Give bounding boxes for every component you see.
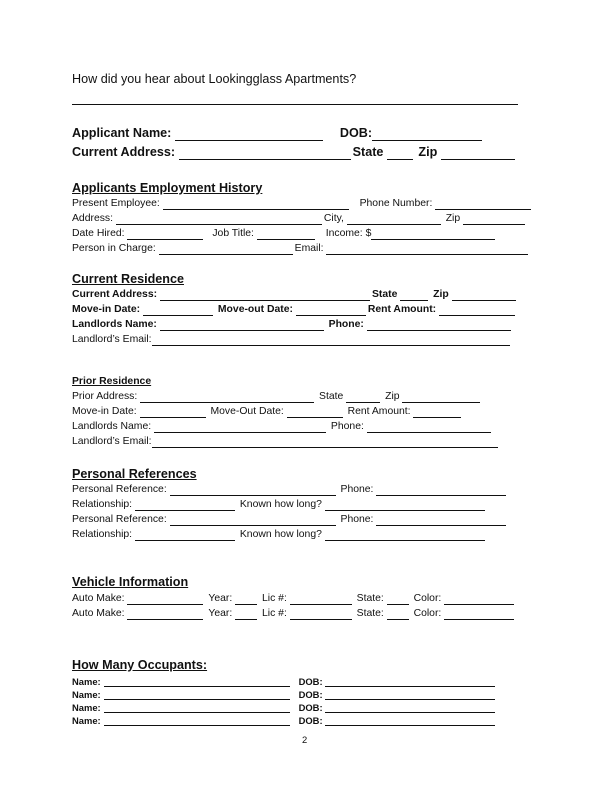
current-rent-field[interactable] <box>439 305 515 316</box>
present-employer-field[interactable] <box>163 199 349 210</box>
vehicle-1-color-field[interactable] <box>444 594 514 605</box>
occupants-heading: How Many Occupants: <box>72 658 208 672</box>
reference-1-known-field[interactable] <box>325 500 485 511</box>
applicant-name-label: Applicant Name: <box>72 126 172 140</box>
person-in-charge-label: Person in Charge: <box>72 243 156 254</box>
current-move-in-label: Move-in Date: <box>72 304 141 315</box>
reference-1-phone-field[interactable] <box>376 485 506 496</box>
prior-move-out-field[interactable] <box>287 407 343 418</box>
current-zip-label: Zip <box>433 289 449 300</box>
reference-1-relationship-field[interactable] <box>135 500 235 511</box>
vehicle-2-lic-field[interactable] <box>290 609 352 620</box>
prior-address-field[interactable] <box>140 392 314 403</box>
reference-1-row-2 <box>72 499 487 511</box>
applicant-name-row <box>72 126 484 141</box>
reference-2-row-2 <box>72 529 487 541</box>
vehicle-2-state-field[interactable] <box>387 609 409 620</box>
person-in-charge-field[interactable] <box>159 244 293 255</box>
referral-question: How did you hear about Lookingglass Apartments? <box>72 72 357 86</box>
current-address-label: Current Address: <box>72 289 158 300</box>
occupant-1-name-field[interactable] <box>104 677 290 687</box>
reference-1-phone-label: Phone: <box>340 484 374 495</box>
reference-2-row-1 <box>72 514 508 526</box>
employer-phone-field[interactable] <box>435 199 531 210</box>
employment-row-4 <box>72 243 530 255</box>
prior-move-in-label: Move-in Date: <box>72 406 137 417</box>
current-state-field[interactable] <box>400 290 428 301</box>
vehicle-1-make-field[interactable] <box>127 594 203 605</box>
job-title-label: Job Title: <box>212 228 254 239</box>
reference-2-known-field[interactable] <box>325 530 485 541</box>
employer-zip-field[interactable] <box>463 214 525 225</box>
employer-city-label: City, <box>323 213 344 224</box>
vehicle-1-lic-field[interactable] <box>290 594 352 605</box>
current-residence-row-2 <box>72 304 517 316</box>
employer-zip-label: Zip <box>445 213 461 224</box>
occupant-2-name-label: Name: <box>72 689 101 700</box>
vehicle-1-state-label: State: <box>356 593 384 604</box>
current-residence-heading: Current Residence <box>72 272 184 286</box>
employer-city-field[interactable] <box>347 214 441 225</box>
vehicle-1-year-label: Year: <box>208 593 233 604</box>
vehicle-2-year-label: Year: <box>208 608 233 619</box>
reference-1-label: Personal Reference: <box>72 484 167 495</box>
employment-row-2 <box>72 213 527 225</box>
applicant-address-field[interactable] <box>179 147 351 160</box>
vehicle-2-state-label: State: <box>356 608 384 619</box>
reference-2-label: Personal Reference: <box>72 514 167 525</box>
current-landlord-email-field[interactable] <box>152 335 510 346</box>
occupant-3-dob-field[interactable] <box>325 703 495 713</box>
current-landlord-email-label: Landlord’s Email: <box>72 334 152 345</box>
prior-rent-label: Rent Amount: <box>347 406 411 417</box>
employment-row-3 <box>72 228 497 240</box>
prior-state-field[interactable] <box>346 392 380 403</box>
applicant-zip-field[interactable] <box>441 147 515 160</box>
reference-1-relationship-label: Relationship: <box>72 499 133 510</box>
current-residence-row-1 <box>72 289 518 301</box>
reference-1-known-label: Known how long? <box>239 499 322 510</box>
vehicle-2-color-label: Color: <box>413 608 442 619</box>
prior-rent-field[interactable] <box>413 407 461 418</box>
applicant-dob-field[interactable] <box>372 128 482 141</box>
current-move-out-label: Move-out Date: <box>217 304 293 315</box>
occupant-3-name-field[interactable] <box>104 703 290 713</box>
page-number: 2 <box>302 734 308 745</box>
current-landlord-phone-label: Phone: <box>328 319 364 330</box>
employment-heading: Applicants Employment History <box>72 181 263 195</box>
vehicle-1-make-label: Auto Make: <box>72 593 125 604</box>
applicant-dob-label: DOB: <box>339 126 373 140</box>
prior-landlord-name-field[interactable] <box>154 422 326 433</box>
current-residence-row-4 <box>72 334 512 346</box>
vehicle-1-year-field[interactable] <box>235 594 257 605</box>
occupant-4-dob-label: DOB: <box>298 715 323 726</box>
reference-2-relationship-label: Relationship: <box>72 529 133 540</box>
vehicle-2-make-label: Auto Make: <box>72 608 125 619</box>
current-residence-row-3 <box>72 319 513 331</box>
prior-residence-heading: Prior Residence <box>72 376 152 387</box>
prior-residence-row-1 <box>72 391 482 403</box>
reference-2-field[interactable] <box>170 515 336 526</box>
date-hired-label: Date Hired: <box>72 228 125 239</box>
occupant-2-row <box>72 689 497 700</box>
employer-phone-label: Phone Number: <box>359 198 433 209</box>
present-employer-label: Present Employee: <box>72 198 160 209</box>
occupant-1-dob-field[interactable] <box>325 677 495 687</box>
applicant-state-label: State <box>352 145 384 159</box>
current-move-in-field[interactable] <box>143 305 213 316</box>
prior-move-out-label: Move-Out Date: <box>210 406 284 417</box>
references-heading: Personal References <box>72 467 197 481</box>
reference-2-phone-field[interactable] <box>376 515 506 526</box>
income-label: Income: $ <box>325 228 372 239</box>
employer-address-field[interactable] <box>116 214 322 225</box>
employment-row-1 <box>72 198 533 210</box>
vehicle-2-color-field[interactable] <box>444 609 514 620</box>
referral-answer-field[interactable] <box>72 92 518 105</box>
occupant-4-row <box>72 715 497 726</box>
occupant-2-dob-field[interactable] <box>325 690 495 700</box>
current-landlord-name-field[interactable] <box>160 320 324 331</box>
current-state-label: State <box>371 289 398 300</box>
occupant-3-dob-label: DOB: <box>298 702 323 713</box>
occupant-2-name-field[interactable] <box>104 690 290 700</box>
current-move-out-field[interactable] <box>296 305 366 316</box>
current-landlord-name-label: Landlords Name: <box>72 319 157 330</box>
occupant-1-dob-label: DOB: <box>298 676 323 687</box>
current-landlord-phone-field[interactable] <box>367 320 511 331</box>
prior-zip-field[interactable] <box>402 392 480 403</box>
reference-2-known-label: Known how long? <box>239 529 322 540</box>
job-title-field[interactable] <box>257 229 315 240</box>
prior-landlord-email-label: Landlord’s Email: <box>72 436 152 447</box>
income-field[interactable] <box>371 229 495 240</box>
vehicle-2-year-field[interactable] <box>235 609 257 620</box>
prior-landlord-phone-field[interactable] <box>367 422 491 433</box>
applicant-zip-label: Zip <box>418 145 438 159</box>
applicant-name-field[interactable] <box>175 128 323 141</box>
date-hired-field[interactable] <box>127 229 203 240</box>
vehicle-2-lic-label: Lic #: <box>262 608 287 619</box>
prior-residence-row-3 <box>72 421 493 433</box>
prior-residence-row-2 <box>72 406 463 418</box>
vehicle-1-color-label: Color: <box>413 593 442 604</box>
vehicle-1-lic-label: Lic #: <box>262 593 287 604</box>
reference-1-field[interactable] <box>170 485 336 496</box>
occupant-4-name-label: Name: <box>72 715 101 726</box>
occupant-3-name-label: Name: <box>72 702 101 713</box>
employer-address-label: Address: <box>72 213 114 224</box>
occupant-1-row <box>72 676 497 687</box>
occupant-3-row <box>72 702 497 713</box>
prior-state-label: State <box>319 391 344 402</box>
occupant-4-dob-field[interactable] <box>325 716 495 726</box>
employer-email-label: Email: <box>294 243 324 254</box>
reference-2-relationship-field[interactable] <box>135 530 235 541</box>
prior-landlord-email-field[interactable] <box>152 437 498 448</box>
prior-address-label: Prior Address: <box>72 391 138 402</box>
applicant-address-row <box>72 145 517 160</box>
vehicle-1-state-field[interactable] <box>387 594 409 605</box>
applicant-address-label: Current Address: <box>72 145 176 159</box>
reference-2-phone-label: Phone: <box>340 514 374 525</box>
reference-1-row-1 <box>72 484 508 496</box>
vehicle-2-row <box>72 608 516 620</box>
current-rent-label: Rent Amount: <box>367 304 437 315</box>
occupant-1-name-label: Name: <box>72 676 101 687</box>
prior-landlord-name-label: Landlords Name: <box>72 421 152 432</box>
prior-zip-label: Zip <box>385 391 400 402</box>
applicant-state-field[interactable] <box>387 147 413 160</box>
vehicle-1-row <box>72 593 516 605</box>
prior-residence-row-4 <box>72 436 500 448</box>
current-zip-field[interactable] <box>452 290 516 301</box>
current-address-field[interactable] <box>160 290 370 301</box>
prior-landlord-phone-label: Phone: <box>330 421 364 432</box>
vehicle-heading: Vehicle Information <box>72 575 189 589</box>
occupant-4-name-field[interactable] <box>104 716 290 726</box>
occupant-2-dob-label: DOB: <box>298 689 323 700</box>
vehicle-2-make-field[interactable] <box>127 609 203 620</box>
prior-move-in-field[interactable] <box>140 407 206 418</box>
employer-email-field[interactable] <box>326 244 528 255</box>
